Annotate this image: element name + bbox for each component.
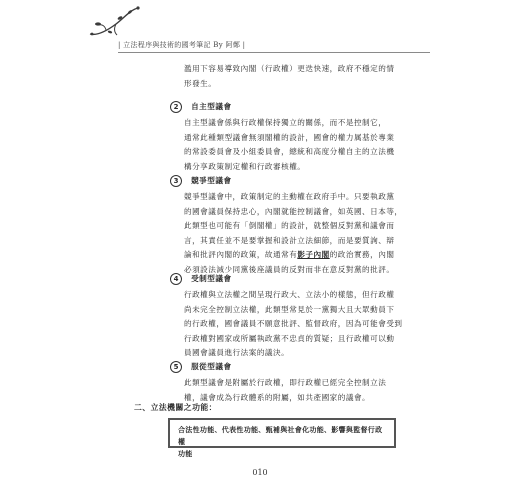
body-line: 此類型也可能有「倒閣權」的設計，就整個反對黨和議會而 <box>184 221 395 230</box>
section-heading: 二、立法機關之功能： <box>134 403 217 412</box>
body-line: 構分享政策制定權和行政審核權。 <box>184 161 306 171</box>
running-header: | 立法程序與技術的國考筆記 By 阿鄭 | <box>118 41 246 49</box>
body-line: 員國會議員進行法案的議決。 <box>184 348 290 357</box>
body-line: 必須設法減少同黨後座議員的反對而非在意反對黨的批評。 <box>184 264 395 274</box>
body-line: 的常設委員會及小組委員會，總統和高度分權自主的立法機 <box>184 147 395 156</box>
body-line: 競爭型議會中，政策制定的主動權在政府手中。只要執政黨 <box>184 192 395 201</box>
item-title: 競爭型議會 <box>191 176 232 185</box>
item-title: 服從型議會 <box>191 362 232 371</box>
list-item-competitive-legislature <box>170 170 432 277</box>
functions-box <box>168 418 396 458</box>
item-title: 自主型議會 <box>191 102 232 111</box>
body-line: 的行政權，國會議員不願意批評、監督政府，因為可能會受到 <box>184 319 403 328</box>
body-text: 論和批評內閣的政策，故通常有 <box>184 250 298 259</box>
item-number-badge: 3 <box>170 175 182 187</box>
page-number: 010 <box>252 468 268 477</box>
body-line: 言，其責任並不是要掌握和設計立法細節，而是要質詢、辯 <box>184 235 395 245</box>
item-title: 受制型議會 <box>191 274 232 283</box>
body-line: 的國會議員保持忠心，內閣就能控制議會，如英國、日本等， <box>184 206 403 216</box>
body-line: 此類型議會是附屬於行政權，即行政權已經完全控制立法 <box>184 378 387 387</box>
item-number-badge: 2 <box>170 101 182 113</box>
item-number-badge: 4 <box>170 273 182 285</box>
body-line: 行政權對國家或所屬執政黨不忠貞的質疑；且行政權可以動 <box>184 333 395 343</box>
body-text: 的政治實務，內閣 <box>329 250 395 259</box>
functions-line: 合法性功能、代表性功能、甄補與社會化功能、影響與監督行政權 <box>178 425 383 446</box>
list-item-subordinate-legislature <box>170 356 432 405</box>
body-line: 自主型議會係與行政權保持獨立的關係，而不是控制它， <box>184 118 387 127</box>
item-body <box>184 116 432 174</box>
intro-line: 形發生。 <box>184 78 217 88</box>
body-line: 尚未完全控制立法權，此類型常見於一黨獨大且大眾動員下 <box>184 304 395 314</box>
item-body <box>184 288 432 361</box>
item-body <box>184 190 432 277</box>
body-line: 行政權與立法權之間呈現行政大、立法小的樣態，但行政權 <box>184 290 395 299</box>
body-line <box>184 248 432 263</box>
functions-line: 功能 <box>178 449 193 458</box>
body-line: 權，議會成為行政體系的附屬，如共產國家的議會。 <box>184 392 371 402</box>
list-item-constrained-legislature <box>170 268 432 361</box>
item-number-badge: 5 <box>170 361 182 373</box>
header-rule <box>118 52 430 53</box>
highlight-term: 影子內閣 <box>297 250 330 259</box>
list-item-autonomous-legislature <box>170 96 432 174</box>
intro-line: 濫用下容易導致內閣（行政權）更迭快速，政府不穩定的情 <box>184 64 395 73</box>
item-body <box>184 376 432 405</box>
intro-paragraph <box>184 62 424 91</box>
body-line: 通常此種類型議會無須閣權的設計，國會的權力属基於專業 <box>184 132 395 142</box>
decorative-vine-logo <box>86 4 142 40</box>
